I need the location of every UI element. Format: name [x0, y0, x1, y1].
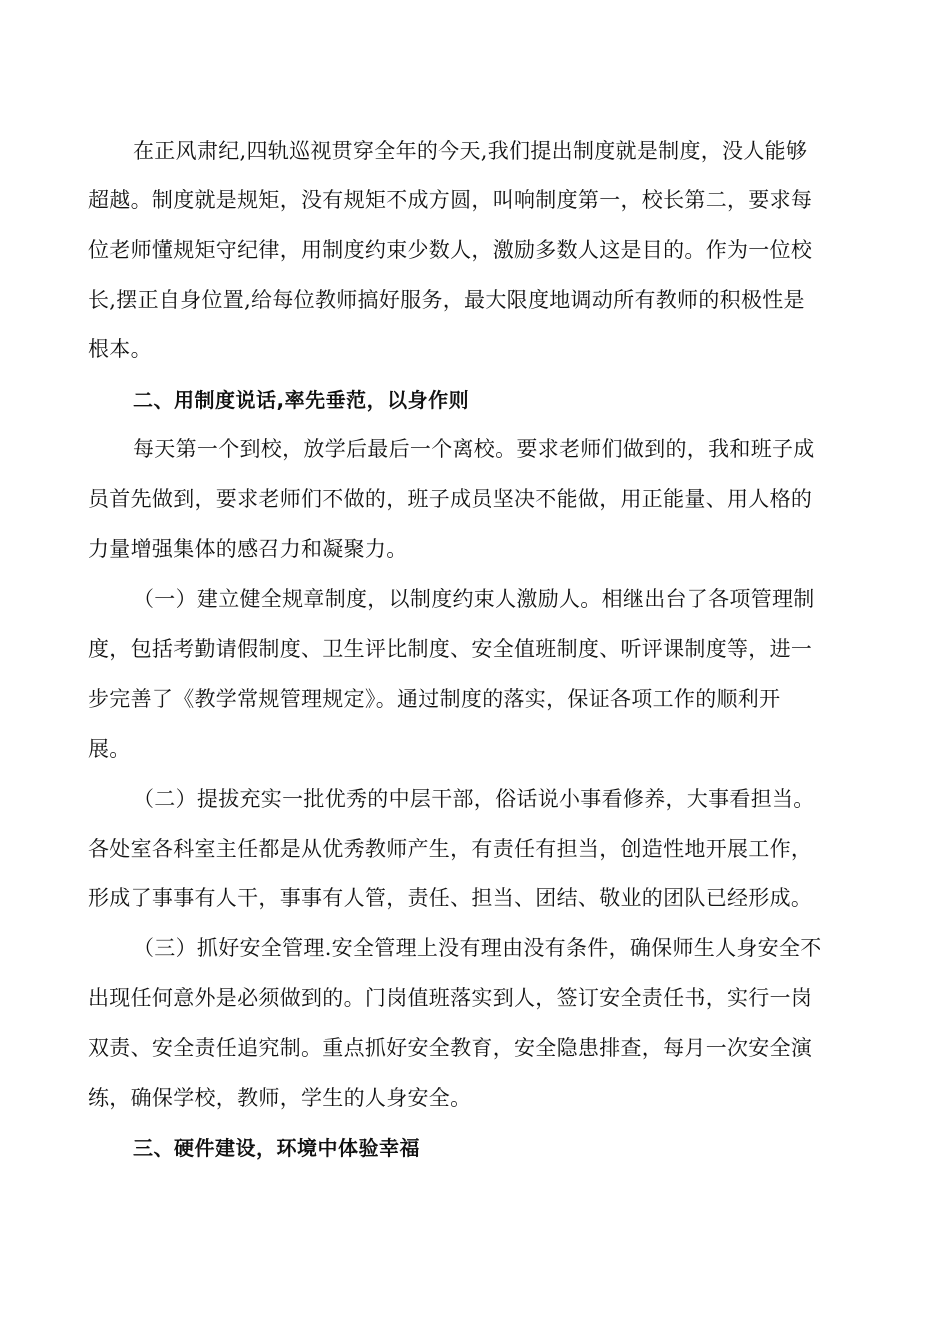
paragraph-line: 出现任何意外是必须做到的。门岗值班落实到人，签订安全责任书，实行一岗	[88, 986, 813, 1010]
paragraph-line: 在正风肃纪,四轨巡视贯穿全年的今天,我们提出制度就是制度，没人能够	[133, 139, 808, 163]
paragraph-line: 展。	[88, 737, 131, 761]
paragraph-line: 每天第一个到校，放学后最后一个离校。要求老师们做到的，我和班子成	[133, 437, 815, 461]
paragraph-line: 度，包括考勤请假制度、卫生评比制度、安全值班制度、听评课制度等，进一	[88, 637, 813, 661]
paragraph-line: 超越。制度就是规矩，没有规矩不成方圆，叫响制度第一，校长第二，要求每	[88, 188, 813, 212]
paragraph-line: 根本。	[88, 337, 152, 361]
paragraph-line: 步完善了《教学常规管理规定》。通过制度的落实，保证各项工作的顺利开	[88, 687, 781, 711]
paragraph-line: 长,摆正自身位置,给每位教师搞好服务，最大限度地调动所有教师的积极性是	[88, 288, 805, 312]
paragraph-line: （一）建立健全规章制度，以制度约束人激励人。相继出台了各项管理制	[133, 587, 815, 611]
paragraph-line: （二）提拔充实一批优秀的中层干部，俗话说小事看修养，大事看担当。	[133, 787, 815, 811]
paragraph-line: 员首先做到，要求老师们不做的，班子成员坚决不能做，用正能量、用人格的	[88, 487, 813, 511]
paragraph-line: 双责、安全责任追究制。重点抓好安全教育，安全隐患排查，每月一次安全演	[88, 1036, 813, 1060]
paragraph-line: 位老师懂规矩守纪律，用制度约束少数人，激励多数人这是目的。作为一位校	[88, 238, 813, 262]
section-heading: 三、硬件建设，环境中体验幸福	[133, 1136, 420, 1160]
paragraph-line: 形成了事事有人干，事事有人管，责任、担当、团结、敬业的团队已经形成。	[88, 886, 813, 910]
paragraph-line: （三）抓好安全管理.安全管理上没有理由没有条件，确保师生人身安全不	[133, 936, 822, 960]
section-heading: 二、用制度说话,率先垂范，以身作则	[133, 388, 470, 412]
paragraph-line: 各处室各科室主任都是从优秀教师产生，有责任有担当，创造性地开展工作，	[88, 837, 813, 861]
paragraph-line: 力量增强集体的感召力和凝聚力。	[88, 537, 408, 561]
paragraph-line: 练，确保学校，教师，学生的人身安全。	[88, 1086, 472, 1110]
